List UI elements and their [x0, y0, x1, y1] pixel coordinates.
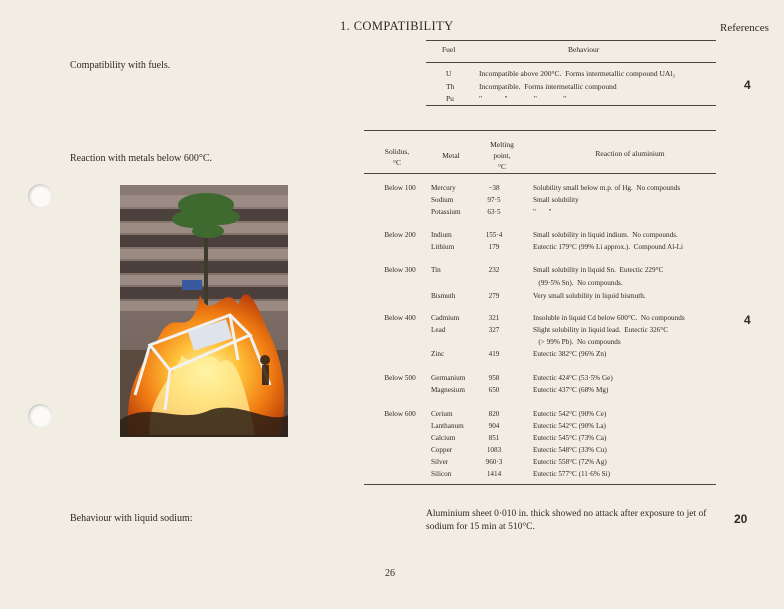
reaction-cell: Eutectic 179°C (99% Li approx.). Compound Al-Li [533, 243, 683, 251]
solidus-header: Solidus, °C [384, 147, 410, 167]
melting-point-cell: 63·5 [487, 208, 501, 216]
melting-point-cell: 327 [488, 326, 500, 334]
metal-cell: Sodium [431, 196, 454, 204]
metal-cell: Potassium [431, 208, 461, 216]
table-row [0, 385, 784, 396]
melting-point-cell: 960·3 [485, 458, 503, 466]
reaction-cell: Eutectic 548°C (33% Cu) [533, 446, 607, 454]
metal-reference: 4 [744, 313, 751, 327]
metal-cell: Germanium [431, 374, 466, 382]
metal-cell: Cadmium [431, 314, 460, 322]
metal-cell: Lanthanum [431, 422, 464, 430]
melting-point-cell: 321 [488, 314, 500, 322]
metal-header: Metal [442, 151, 460, 160]
solidus-cell: Below 600 [384, 410, 416, 418]
metal-cell: Magnesium [431, 386, 465, 394]
table-row [0, 349, 784, 360]
fuel-header: Fuel [442, 45, 456, 54]
metal-table-top-rule [364, 130, 716, 131]
melting-point-cell: 820 [488, 410, 500, 418]
melting-point-cell: 232 [488, 266, 500, 274]
table-row [0, 373, 784, 384]
table-row [0, 433, 784, 444]
behaviour-header: Behaviour [568, 45, 600, 54]
table-row [0, 195, 784, 206]
table-row [0, 291, 784, 302]
metal-cell: Silicon [431, 470, 452, 478]
reaction-cell: Slight solubility in liquid lead. Eutectic 326°C [533, 326, 669, 334]
melting-point-cell: 904 [488, 422, 500, 430]
fuel-table-header-rule [426, 62, 716, 63]
table-row [0, 207, 784, 218]
metal-cell: Tin [431, 266, 441, 274]
table-row [0, 445, 784, 456]
table-row [0, 421, 784, 432]
table-row [0, 457, 784, 468]
melting-point-cell: 958 [488, 374, 500, 382]
melting-point-cell: 851 [488, 434, 500, 442]
melting-point-header: Melting point, °C [490, 140, 514, 171]
fuel-table-top-rule [426, 40, 716, 41]
melting-point-cell: 155·4 [485, 231, 503, 239]
melting-point-cell: 650 [488, 386, 500, 394]
label-fuels: Compatibility with fuels. [70, 60, 171, 71]
melting-point-cell: 419 [488, 350, 500, 358]
reaction-cell: Eutectic 424°C (53·5% Ge) [533, 374, 613, 382]
melting-point-cell: 279 [488, 292, 500, 300]
table-row [0, 183, 784, 194]
fuel-behaviour: " " " " [479, 94, 567, 103]
metal-cell: Indium [431, 231, 452, 239]
reaction-cell: Eutectic 542°C (90% Ce) [533, 410, 607, 418]
metal-table-header-rule [364, 173, 716, 174]
fuel-symbol: U [446, 69, 452, 78]
melting-point-cell: 179 [488, 243, 500, 251]
metal-cell: Cerium [431, 410, 453, 418]
reaction-cell: Very small solubility in liquid bismuth. [533, 292, 646, 300]
melting-point-cell: −38 [488, 184, 500, 192]
table-row [0, 337, 784, 348]
table-row [0, 242, 784, 253]
references-label: References [720, 22, 769, 34]
fuel-symbol: Th [446, 82, 455, 91]
sodium-reference: 20 [734, 512, 748, 526]
reaction-cell: (> 99% Pb). No compounds [533, 338, 621, 346]
reaction-cell: Eutectic 382°C (96% Zn) [533, 350, 607, 358]
table-row [0, 278, 784, 289]
table-row [0, 313, 784, 324]
fuel-behaviour: Incompatible. Forms intermetallic compound [479, 82, 617, 91]
table-row [0, 469, 784, 480]
reaction-cell: " " [533, 208, 552, 216]
fuel-symbol: Pu [446, 94, 454, 103]
melting-point-cell: 97·5 [487, 196, 501, 204]
reaction-cell: Small solubility in liquid indium. No compounds. [533, 231, 678, 239]
metal-cell: Bismuth [431, 292, 456, 300]
reaction-cell: Eutectic 558°C (72% Ag) [533, 458, 607, 466]
reaction-cell: Eutectic 437°C (68% Mg) [533, 386, 609, 394]
fuel-table-bottom-rule [426, 105, 716, 106]
metal-cell: Lithium [431, 243, 455, 251]
metal-cell: Copper [431, 446, 453, 454]
reaction-cell: Eutectic 577°C (11·6% Si) [533, 470, 611, 478]
reaction-cell: Solubility small below m.p. of Hg. No compounds [533, 184, 681, 192]
melting-point-cell: 1083 [486, 446, 502, 454]
melting-point-cell: 1414 [486, 470, 502, 478]
table-row [0, 325, 784, 336]
reaction-header: Reaction of aluminium [595, 149, 665, 158]
metal-cell: Silver [431, 458, 449, 466]
fuel-reference: 4 [744, 78, 751, 92]
reaction-cell: Eutectic 542°C (90% La) [533, 422, 606, 430]
table-row [0, 265, 784, 276]
fuel-behaviour: Incompatible above 200°C. Forms intermetallic compound UAl₃ [479, 69, 675, 78]
page-number: 26 [385, 568, 395, 579]
table-row [0, 409, 784, 420]
solidus-cell: Below 400 [384, 314, 416, 322]
section-heading: 1. COMPATIBILITY [340, 19, 454, 33]
reaction-cell: Small solubility [533, 196, 579, 204]
metal-cell: Calcium [431, 434, 456, 442]
metal-cell: Lead [431, 326, 446, 334]
reaction-cell: Eutectic 545°C (73% Ca) [533, 434, 607, 442]
reaction-cell: Insoluble in liquid Cd below 600°C. No compounds [533, 314, 685, 322]
label-metals: Reaction with metals below 600°C. [70, 153, 213, 164]
label-sodium: Behaviour with liquid sodium: [70, 513, 193, 524]
table-row [0, 230, 784, 241]
solidus-cell: Below 300 [384, 266, 416, 274]
metal-table-bottom-rule [364, 484, 716, 485]
fire-photo [120, 185, 288, 437]
metal-cell: Mercury [431, 184, 456, 192]
metal-cell: Zinc [431, 350, 445, 358]
sodium-paragraph: Aluminium sheet 0·010 in. thick showed no attack after exposure to jet of sodium for 15 min at 510°C. [426, 509, 707, 532]
solidus-cell: Below 200 [384, 231, 416, 239]
reaction-cell: (99·5% Sn). No compounds. [533, 279, 623, 287]
reaction-cell: Small solubility in liquid Sn. Eutectic 229°C [533, 266, 664, 274]
solidus-cell: Below 100 [384, 184, 416, 192]
solidus-cell: Below 500 [384, 374, 416, 382]
